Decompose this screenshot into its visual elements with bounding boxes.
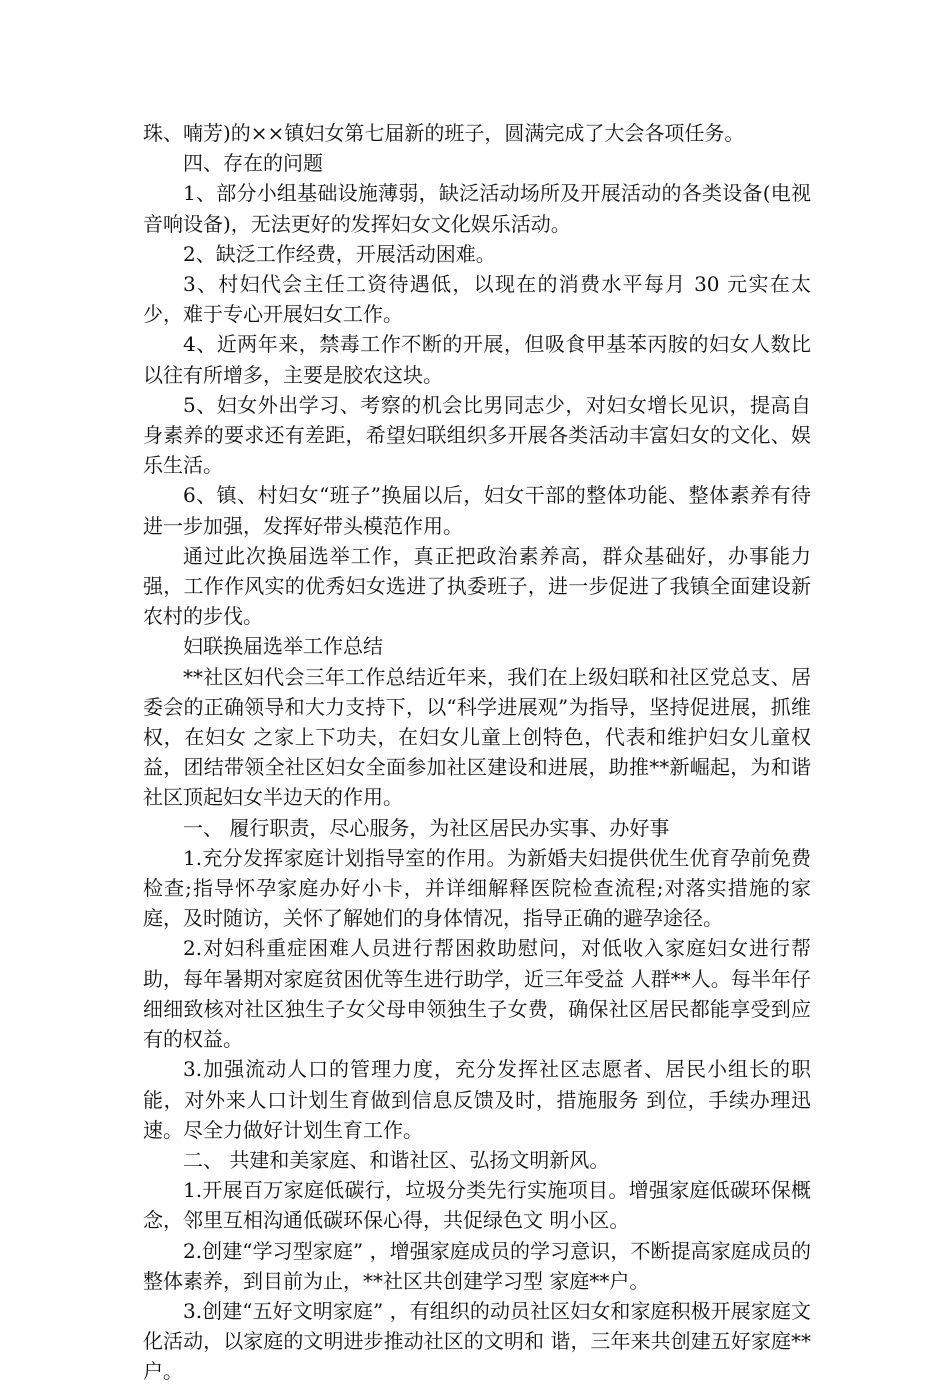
paragraph: 1.充分发挥家庭计划指导室的作用。为新婚夫妇提供优生优育孕前免费检查;指导怀孕家庭办好小卡，并详细解释医院检查流程;对落实措施的家庭，及时随访，关怀了解她们的身体情况，指导正确的避孕途径。: [143, 845, 811, 931]
paragraph: **社区妇代会三年工作总结近年来，我们在上级妇联和社区党总支、居委会的正确领导和大力支持下，以“科学进展观”为指导，坚持促进展，抓维权，在妇女 之家上下功夫，在妇女儿童上创特色，代表和维护妇女儿童权益，团结带领全社区妇女全面参加社区建设和进展，助推**新崛起，为和谐 社区顶起妇女半边天的作用。: [143, 664, 811, 810]
paragraph: 6、镇、村妇女“班子”换届以后，妇女干部的整体功能、整体素养有待进一步加强，发挥好带头模范作用。: [143, 483, 811, 538]
paragraph: 通过此次换届选举工作，真正把政治素养高，群众基础好，办事能力强，工作作风实的优秀妇女选进了执委班子，进一步促进了我镇全面建设新农村的步伐。: [143, 543, 811, 629]
paragraph: 3.加强流动人口的管理力度，充分发挥社区志愿者、居民小组长的职能，对外来人口计划生育做到信息反馈及时，措施服务 到位，手续办理迅速。尽全力做好计划生育工作。: [143, 1057, 811, 1142]
paragraph: 3、村妇代会主任工资待遇低，以现在的消费水平每月 30 元实在太少，难于专心开展妇女工作。: [143, 272, 811, 327]
section-heading-harmony: 二、 共建和美家庭、和谐社区、弘扬文明新风。: [183, 1147, 610, 1172]
paragraph: 5、妇女外出学习、考察的机会比男同志少，对妇女增长见识，提高自身素养的要求还有差距，希望妇联组织多开展各类活动丰富妇女的文化、娱乐生活。: [143, 392, 811, 478]
paragraph: 2.创建“学习型家庭” ，增强家庭成员的学习意识，不断提高家庭成员的整体素养，到目前为止，**社区共创建学习型 家庭**户。: [143, 1238, 811, 1293]
paragraph: 1、部分小组基础设施薄弱，缺泛活动场所及开展活动的各类设备(电视音响设备)，无法更好的发挥妇女文化娱乐活动。: [143, 181, 811, 236]
document-subtitle: 妇联换届选举工作总结: [183, 634, 383, 659]
paragraph: 2、缺泛工作经费，开展活动困难。: [183, 241, 496, 266]
paragraph: 1.开展百万家庭低碳行，垃圾分类先行实施项目。增强家庭低碳环保概念，邻里互相沟通低碳环保心得，共促绿色文 明小区。: [143, 1178, 811, 1233]
paragraph: 4、近两年来，禁毒工作不断的开展，但吸食甲基苯丙胺的妇女人数比以往有所增多，主要是胶农这块。: [143, 332, 811, 387]
section-heading-problems: 四、存在的问题: [183, 151, 323, 176]
paragraph: 3.创建“五好文明家庭” ，有组织的动员社区妇女和家庭积极开展家庭文化活动，以家庭的文明进步推动社区的文明和 谐，三年来共创建五好家庭**户。: [143, 1298, 811, 1384]
section-heading-duties: 一、 履行职责，尽心服务，为社区居民办实事、办好事: [183, 815, 670, 840]
paragraph: 2.对妇科重症困难人员进行帮困救助慰问，对低收入家庭妇女进行帮助，每年暑期对家庭贫困优等生进行助学，近三年受益 人群**人。每半年仔细细致核对社区独生子女父母申领独生子女费，确保社区居民都能享受到应有的权益。: [143, 936, 811, 1052]
document-page: [143, 118, 811, 1387]
paragraph-continuation: 珠、喃芳)的××镇妇女第七届新的班子，圆满完成了大会各项任务。: [143, 121, 745, 145]
